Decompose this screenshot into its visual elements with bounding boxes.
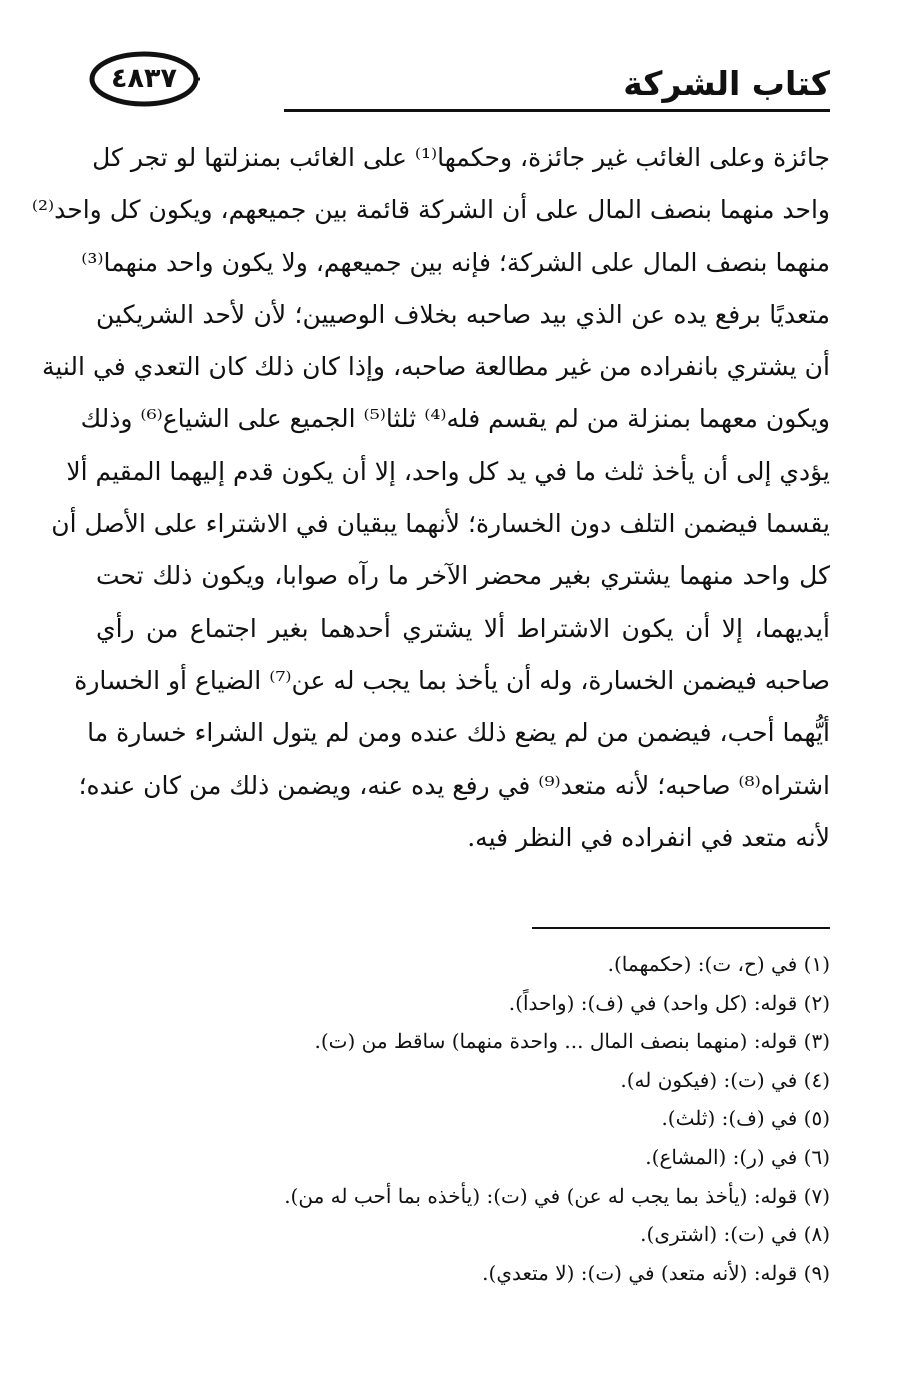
text-line: كل واحد منهما يشتري بغير محضر الآخر ما رآه صوابا، ويكون ذلك تحت: [96, 561, 830, 591]
text-line: منهما بنصف المال على الشركة؛ فإنه بين جميعهم، ولا يكون واحد منهما⁽³⁾: [81, 247, 830, 277]
text-line: أن يشتري بانفراده من غير مطالعة صاحبه، وإذا كان ذلك كان التعدي في النية: [41, 352, 830, 382]
page-number: ٤٨٣٧: [111, 63, 177, 94]
footnote: (٩) قوله: (لأنه متعد) في (ت): (لا متعدي).: [482, 1260, 830, 1285]
text-line: ويكون معهما بمنزلة من لم يقسم فله⁽⁴⁾ ثلثا⁽⁵⁾ الجميع على الشياع⁽⁶⁾ وذلك: [80, 404, 830, 434]
footnote: (٨) في (ت): (اشترى).: [640, 1222, 830, 1247]
footnote: (٦) في (ر): (المشاع).: [645, 1144, 830, 1169]
footnote: (٢) قوله: (كل واحد) في (ف): (واحداً).: [508, 990, 830, 1015]
main-text: [31, 132, 830, 864]
footnote: (٥) في (ف): (ثلث).: [661, 1106, 830, 1131]
footnote: (٤) في (ت): (فيكون له).: [620, 1067, 830, 1092]
footnote: (٣) قوله: (منهما بنصف المال ... واحدة منهما) ساقط من (ت).: [314, 1029, 830, 1054]
text-line: جائزة وعلى الغائب غير جائزة، وحكمها⁽¹⁾ على الغائب بمنزلتها لو تجر كل: [92, 143, 830, 172]
text-line: أيُّهما أحب، فيضمن من لم يضع ذلك عنده ومن لم يتول الشراء خسارة ما: [87, 718, 830, 748]
footnote-separator: [532, 927, 830, 929]
text-line: واحد منهما بنصف المال على أن الشركة قائمة بين جميعهم، ويكون كل واحد⁽²⁾: [31, 195, 830, 225]
text-line: لأنه متعد في انفراده في النظر فيه.: [467, 822, 830, 852]
text-line: أيديهما، إلا أن يكون الاشتراط ألا يشتري أحدهما بغير اجتماع من رأي: [96, 613, 830, 643]
footnote: (٧) قوله: (يأخذ بما يجب له عن) في (ت): (يأخذه بما أحب له من).: [284, 1183, 830, 1208]
header-rule: [284, 109, 830, 112]
page-header: [88, 50, 830, 112]
footnote: (١) في (ح، ت): (حكمهما).: [607, 952, 830, 976]
book-title: كتاب الشركة: [623, 64, 830, 103]
text-line: متعديًا برفع يده عن الذي بيد صاحبه بخلاف الوصيين؛ لأن لأحد الشريكين: [96, 299, 830, 329]
text-line: صاحبه فيضمن الخسارة، وله أن يأخذ بما يجب له عن⁽⁷⁾ الضياع أو الخسارة: [74, 665, 830, 695]
page-number-badge: [88, 50, 200, 108]
text-line: يقسما فيضمن التلف دون الخسارة؛ لأنهما يبقيان في الاشتراء على الأصل أن: [51, 509, 830, 539]
footnotes: [96, 945, 830, 1292]
text-line: يؤدي إلى أن يأخذ ثلث ما في يد كل واحد، إلا أن يكون قدم إليهما المقيم ألا: [66, 456, 830, 486]
text-line: اشتراه⁽⁸⁾ صاحبه؛ لأنه متعد⁽⁹⁾ في رفع يده عنه، ويضمن ذلك من كان عنده؛: [78, 770, 830, 800]
